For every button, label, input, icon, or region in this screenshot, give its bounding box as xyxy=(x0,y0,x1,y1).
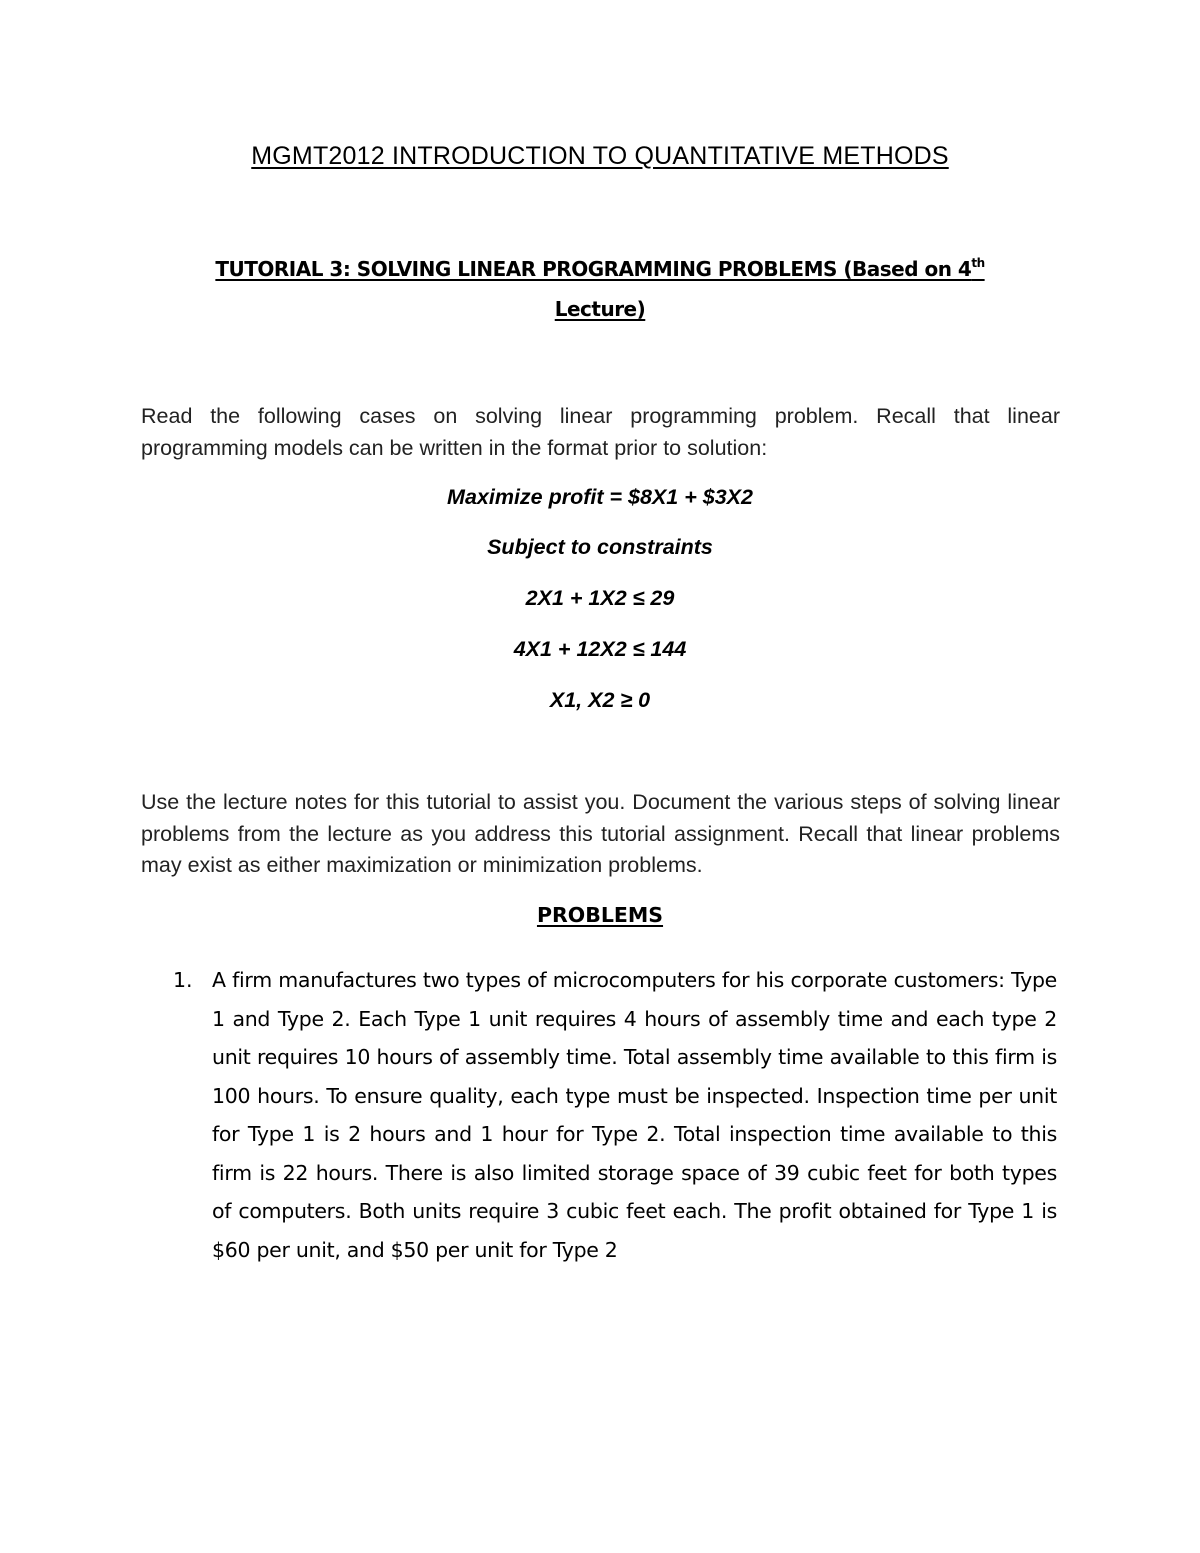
subject-to-label: Subject to constraints xyxy=(487,535,713,559)
tutorial-title-line2: Lecture) xyxy=(554,297,646,321)
instructions-paragraph: Use the lecture notes for this tutorial to assist you. Document the various steps of solving linear problems from the lecture as you address this tutorial assignment. Recall that linear problems may exist as either maximization or minimization problems. xyxy=(141,790,1060,877)
constraint-1: 2X1 + 1X2 ≤ 29 xyxy=(525,586,675,610)
non-negativity-constraint: X1, X2 ≥ 0 xyxy=(549,688,651,712)
problems-heading: PROBLEMS xyxy=(536,903,664,927)
objective-function: Maximize profit = $8X1 + $3X2 xyxy=(447,485,753,509)
tutorial-title-superscript: th xyxy=(971,256,985,270)
tutorial-title xyxy=(150,249,1050,329)
intro-paragraph: Read the following cases on solving linear programming problem. Recall that linear programming models can be written in the format prior to solution: xyxy=(141,404,1060,460)
constraint-2: 4X1 + 12X2 ≤ 144 xyxy=(513,637,687,661)
course-title: MGMT2012 INTRODUCTION TO QUANTITATIVE METHODS xyxy=(251,142,949,170)
problem-1-text: A firm manufactures two types of microcomputers for his corporate customers: Type 1 and Type 2. Each Type 1 unit requires 4 hours of assembly time and each type 2 unit requires 10 hours of assembly time. Total assembly time available to this firm is 100 hours. To ensure quality, each type must be inspected. Inspection time per unit for Type 1 is 2 hours and 1 hour for Type 2. Total inspection time available to this firm is 22 hours. There is also limited storage space of 39 cubic feet for both types of computers. Both units require 3 cubic feet each. The profit obtained for Type 1 is $60 per unit, and $50 per unit for Type 2 xyxy=(212,968,1057,1262)
tutorial-title-line1: TUTORIAL 3: SOLVING LINEAR PROGRAMMING PROBLEMS (Based on 4 xyxy=(215,257,972,281)
problem-1-number: 1. xyxy=(173,968,193,992)
